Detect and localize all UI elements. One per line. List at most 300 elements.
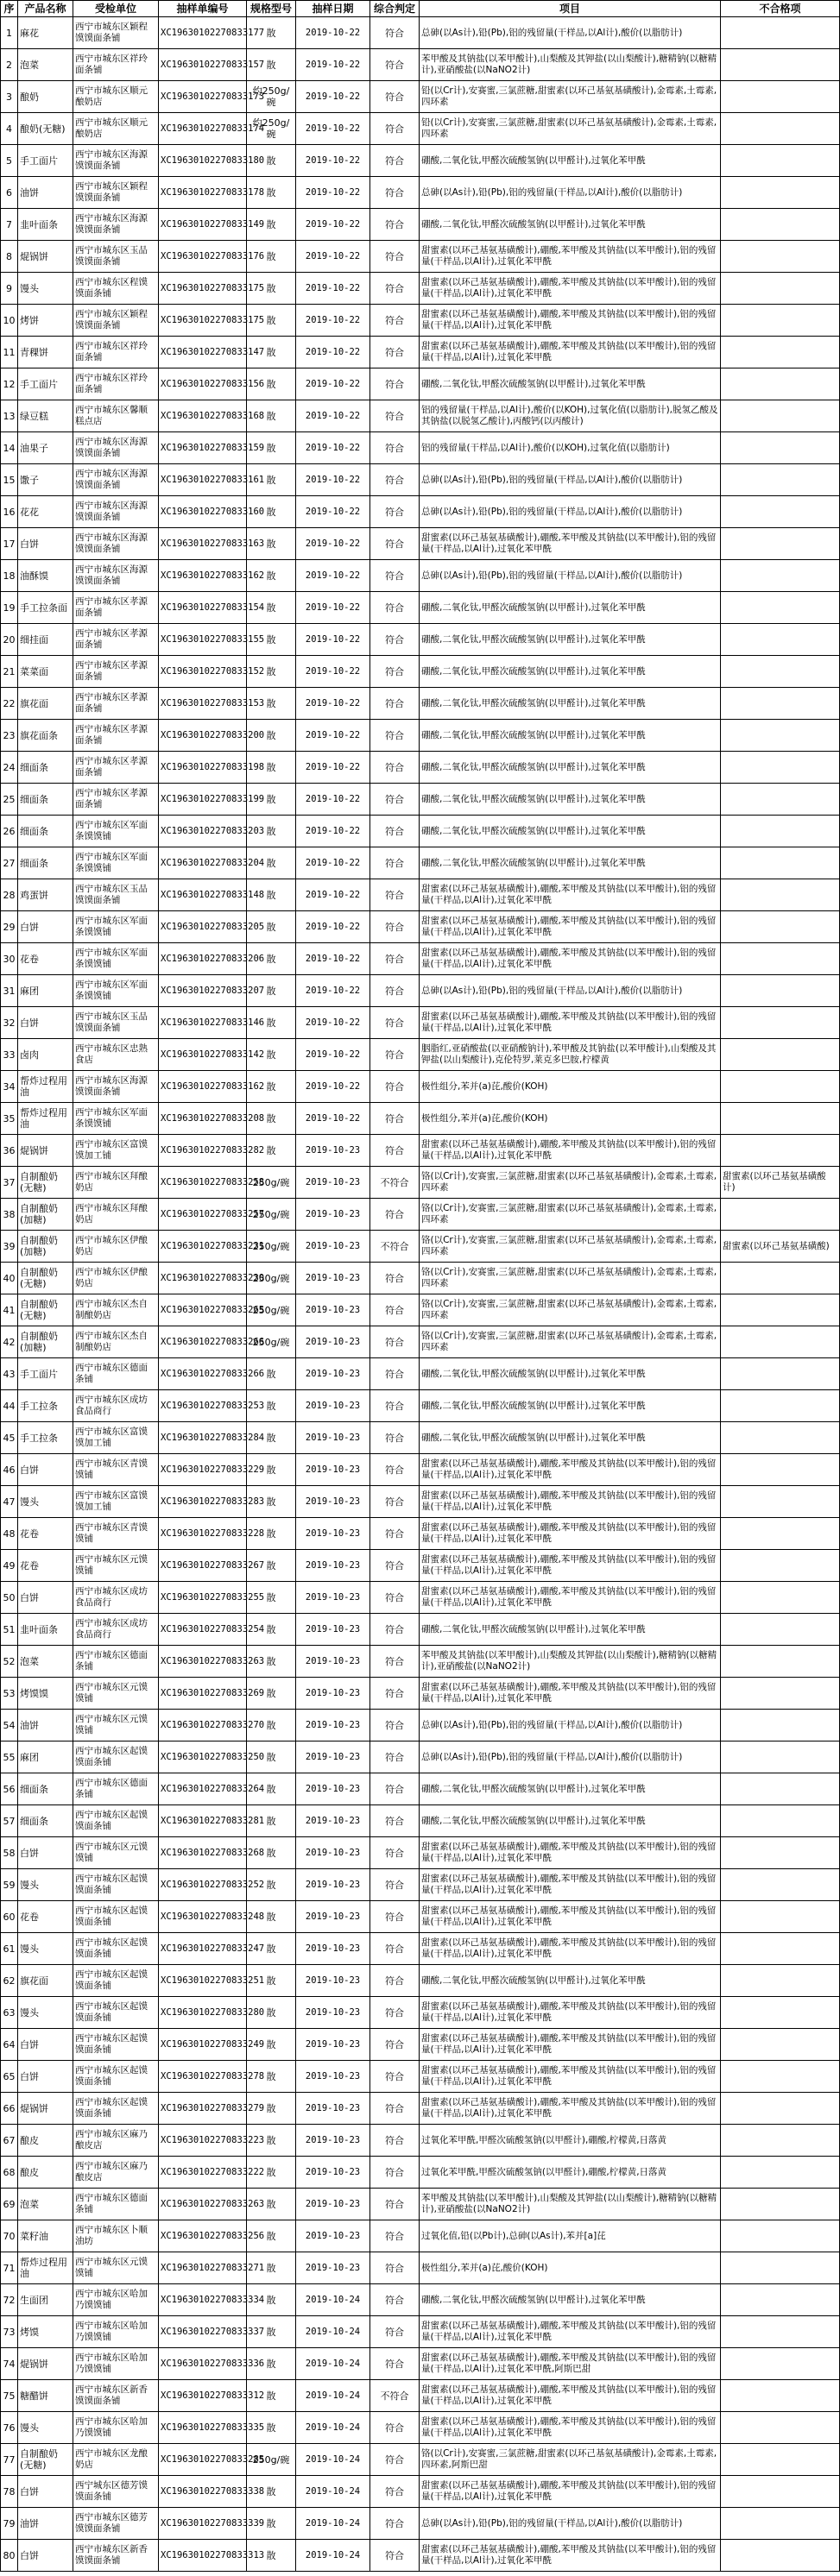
sample-number: XC19630102270833267 (159, 1550, 247, 1582)
row-index: 67 (1, 2125, 18, 2157)
failed-items (721, 911, 840, 943)
test-items: 胭脂红,亚硝酸盐(以亚硝酸钠计),苯甲酸及其钠盐(以苯甲酸计),山梨酸及其钾盐(以山梨酸计),克伦特罗,莱克多巴胺,柠檬黄 (420, 1039, 721, 1071)
failed-items (721, 1358, 840, 1390)
product-name: 手工面片 (18, 1358, 73, 1390)
sample-number: XC19630102270833222 (159, 2157, 247, 2189)
product-name: 手工面片 (18, 368, 73, 400)
inspected-unit: 西宁市城东区拜酿奶店 (73, 1199, 159, 1231)
spec: 散 (247, 752, 296, 784)
spec: 散 (247, 943, 296, 975)
sample-number: XC19630102270833281 (159, 1805, 247, 1837)
sample-number: XC19630102270833160 (159, 496, 247, 528)
row-index: 76 (1, 2412, 18, 2444)
header-failed-items: 不合格项 (721, 1, 840, 17)
test-items: 铬(以Cr计),安赛蜜,三氯蔗糖,甜蜜素(以环己基氨基磺酸计),金霉素,土霉素,四环素,阿斯巴甜 (420, 2444, 721, 2476)
failed-items: 甜蜜素(以环己基氨基磺酸计) (721, 1167, 840, 1199)
verdict: 符合 (370, 337, 420, 368)
failed-items (721, 1965, 840, 1997)
product-name: 帮炸过程用油 (18, 1071, 73, 1103)
failed-items (721, 273, 840, 305)
spec: 散 (247, 2157, 296, 2189)
spec: 散 (247, 847, 296, 879)
table-row (1, 1678, 840, 1710)
sample-number: XC19630102270833203 (159, 816, 247, 847)
sample-number: XC19630102270833159 (159, 432, 247, 464)
spec: 散 (247, 2476, 296, 2508)
row-index: 63 (1, 1997, 18, 2029)
test-items: 甜蜜素(以环己基氨基磺酸计),硼酸,苯甲酸及其钠盐(以苯甲酸计),铝的残留量(干样品,以Al计),过氧化苯甲酰 (420, 2029, 721, 2061)
row-index: 47 (1, 1486, 18, 1518)
inspected-unit: 西宁市城东区哈加乃馍馍铺 (73, 2284, 159, 2316)
product-name: 青稞饼 (18, 337, 73, 368)
product-name: 自制酿奶(无糖) (18, 1263, 73, 1294)
product-name: 油果子 (18, 432, 73, 464)
product-name: 自制酿奶(加糖) (18, 1199, 73, 1231)
sampling-date: 2019-10-22 (296, 145, 370, 177)
sampling-date: 2019-10-22 (296, 368, 370, 400)
sampling-date: 2019-10-22 (296, 81, 370, 113)
table-row (1, 1263, 840, 1294)
inspected-unit: 西宁市城东区麻乃酿皮店 (73, 2157, 159, 2189)
product-name: 油饼 (18, 177, 73, 209)
verdict: 符合 (370, 2157, 420, 2189)
row-index: 44 (1, 1390, 18, 1422)
failed-items (721, 1071, 840, 1103)
verdict: 符合 (370, 1422, 420, 1454)
failed-items (721, 337, 840, 368)
product-name: 旗花面 (18, 1965, 73, 1997)
row-index: 70 (1, 2220, 18, 2252)
product-name: 馒头 (18, 1933, 73, 1965)
row-index: 13 (1, 400, 18, 432)
inspected-unit: 西宁市城东区馨顺糕点店 (73, 400, 159, 432)
spec: 散 (247, 1135, 296, 1167)
spec: 散 (247, 1933, 296, 1965)
table-row (1, 2412, 840, 2444)
failed-items (721, 1773, 840, 1805)
failed-items (721, 1550, 840, 1582)
verdict: 符合 (370, 1869, 420, 1901)
sampling-date: 2019-10-22 (296, 177, 370, 209)
row-index: 34 (1, 1071, 18, 1103)
spec: 散 (247, 1039, 296, 1071)
table-row (1, 1646, 840, 1678)
test-items: 铬(以Cr计),安赛蜜,三氯蔗糖,甜蜜素(以环己基氨基磺酸计),金霉素,土霉素,四环素 (420, 1294, 721, 1326)
verdict: 符合 (370, 1103, 420, 1135)
failed-items (721, 1901, 840, 1933)
sample-number: XC19630102270833157 (159, 49, 247, 81)
test-items: 甜蜜素(以环己基氨基磺酸计),硼酸,苯甲酸及其钠盐(以苯甲酸计),铝的残留量(干样品,以Al计),过氧化苯甲酰 (420, 1678, 721, 1710)
spec: 散 (247, 241, 296, 273)
row-index: 50 (1, 1582, 18, 1614)
test-items: 甜蜜素(以环己基氨基磺酸计),硼酸,苯甲酸及其钠盐(以苯甲酸计),铝的残留量(干样品,以Al计),过氧化苯甲酰 (420, 2061, 721, 2093)
table-row (1, 337, 840, 368)
row-index: 5 (1, 145, 18, 177)
failed-items (721, 81, 840, 113)
row-index: 36 (1, 1135, 18, 1167)
verdict: 符合 (370, 1901, 420, 1933)
verdict: 符合 (370, 816, 420, 847)
table-row (1, 943, 840, 975)
row-index: 79 (1, 2508, 18, 2540)
row-index: 14 (1, 432, 18, 464)
product-name: 自制酿奶(无糖) (18, 1167, 73, 1199)
test-items: 铝的残留量(干样品,以Al计),酸价(以KOH),过氧化值(以脂肪计) (420, 432, 721, 464)
inspected-unit: 西宁市城东区拜酿奶店 (73, 1167, 159, 1199)
test-items: 硼酸,二氧化钛,甲醛次硫酸氢钠(以甲醛计),过氧化苯甲酰 (420, 1358, 721, 1390)
spec: 散 (247, 2125, 296, 2157)
row-index: 61 (1, 1933, 18, 1965)
inspected-unit: 西宁市城东区德面条铺 (73, 1358, 159, 1390)
inspected-unit: 西宁市城东区哈加乃馍馍铺 (73, 2316, 159, 2348)
failed-items (721, 496, 840, 528)
table-row (1, 879, 840, 911)
sampling-date: 2019-10-23 (296, 1646, 370, 1678)
row-index: 72 (1, 2284, 18, 2316)
spec: 散 (247, 1869, 296, 1901)
sampling-date: 2019-10-23 (296, 1805, 370, 1837)
row-index: 54 (1, 1710, 18, 1741)
failed-items (721, 1678, 840, 1710)
spec: 散 (247, 2061, 296, 2093)
sample-number: XC19630102270833249 (159, 2029, 247, 2061)
sampling-date: 2019-10-24 (296, 2284, 370, 2316)
spec: 散 (247, 368, 296, 400)
inspected-unit: 西宁市城东区忠熟食店 (73, 1039, 159, 1071)
failed-items (721, 1646, 840, 1678)
inspected-unit: 西宁市城东区海源馍馍面条铺 (73, 464, 159, 496)
verdict: 符合 (370, 1263, 420, 1294)
sampling-date: 2019-10-22 (296, 1039, 370, 1071)
inspected-unit: 西宁市城东区孝源面条铺 (73, 688, 159, 720)
failed-items (721, 1837, 840, 1869)
spec: 散 (247, 1550, 296, 1582)
row-index: 73 (1, 2316, 18, 2348)
inspected-unit: 西宁市城东区成坊食品商行 (73, 1614, 159, 1646)
sample-number: XC19630102270833280 (159, 1997, 247, 2029)
sampling-date: 2019-10-22 (296, 400, 370, 432)
spec: 散 (247, 2348, 296, 2380)
sample-number: XC19630102270833269 (159, 1678, 247, 1710)
inspected-unit: 西宁市城东区起馍馍面条铺 (73, 1869, 159, 1901)
verdict: 符合 (370, 1390, 420, 1422)
product-name: 花卷 (18, 1901, 73, 1933)
table-row (1, 209, 840, 241)
row-index: 24 (1, 752, 18, 784)
sampling-date: 2019-10-22 (296, 911, 370, 943)
failed-items (721, 2093, 840, 2125)
sampling-date: 2019-10-24 (296, 2348, 370, 2380)
verdict: 符合 (370, 368, 420, 400)
spec: 散 (247, 1358, 296, 1390)
sampling-date: 2019-10-23 (296, 2093, 370, 2125)
failed-items (721, 1294, 840, 1326)
spec: 散 (247, 1071, 296, 1103)
row-index: 57 (1, 1805, 18, 1837)
spec: 散 (247, 2220, 296, 2252)
test-items: 甜蜜素(以环己基氨基磺酸计),硼酸,苯甲酸及其钠盐(以苯甲酸计),铝的残留量(干样品,以Al计),过氧化苯甲酰 (420, 879, 721, 911)
sampling-date: 2019-10-23 (296, 1678, 370, 1710)
inspected-unit: 西宁市城东区起馍馍面条铺 (73, 1965, 159, 1997)
inspected-unit: 西宁市城东区起馍馍面条铺 (73, 2061, 159, 2093)
failed-items (721, 1805, 840, 1837)
sampling-date: 2019-10-22 (296, 464, 370, 496)
header-product: 产品名称 (18, 1, 73, 17)
inspected-unit: 西宁市城东区富馍馍加工铺 (73, 1422, 159, 1454)
table-row (1, 81, 840, 113)
product-name: 酿奶 (18, 81, 73, 113)
failed-items (721, 145, 840, 177)
product-name: 馒头 (18, 1486, 73, 1518)
sample-number: XC19630102270833279 (159, 2093, 247, 2125)
failed-items (721, 943, 840, 975)
test-items: 过氧化值,铅(以Pb计),总砷(以As计),苯并[a]芘 (420, 2220, 721, 2252)
test-items: 甜蜜素(以环己基氨基磺酸计),硼酸,苯甲酸及其钠盐(以苯甲酸计),铝的残留量(干样品,以Al计),过氧化苯甲酰 (420, 1518, 721, 1550)
product-name: 自制酿奶(加糖) (18, 1231, 73, 1263)
product-name: 白饼 (18, 1454, 73, 1486)
verdict: 符合 (370, 1614, 420, 1646)
sample-number: XC19630102270833231 (159, 1231, 247, 1263)
table-row (1, 592, 840, 624)
verdict: 符合 (370, 1837, 420, 1869)
header-spec: 规格型号 (247, 1, 296, 17)
spec: 散 (247, 560, 296, 592)
row-index: 9 (1, 273, 18, 305)
product-name: 馒头 (18, 1997, 73, 2029)
verdict: 符合 (370, 720, 420, 752)
verdict: 符合 (370, 879, 420, 911)
spec: 散 (247, 1007, 296, 1039)
inspected-unit: 西宁市城东区玉品馍馍面条铺 (73, 241, 159, 273)
sample-number: XC19630102270833228 (159, 1518, 247, 1550)
failed-items (721, 2348, 840, 2380)
test-items: 甜蜜素(以环己基氨基磺酸计),硼酸,苯甲酸及其钠盐(以苯甲酸计),铝的残留量(干样品,以Al计),过氧化苯甲酰 (420, 2412, 721, 2444)
product-name: 自制酿奶(无糖) (18, 2444, 73, 2476)
verdict: 符合 (370, 145, 420, 177)
table-row (1, 2125, 840, 2157)
verdict: 符合 (370, 1199, 420, 1231)
failed-items (721, 975, 840, 1007)
inspected-unit: 西宁市城东区德面条铺 (73, 2189, 159, 2220)
spec: 散 (247, 2284, 296, 2316)
row-index: 22 (1, 688, 18, 720)
failed-items (721, 305, 840, 337)
verdict: 符合 (370, 1550, 420, 1582)
failed-items (721, 2061, 840, 2093)
table-row (1, 145, 840, 177)
failed-items (721, 1486, 840, 1518)
inspected-unit: 西宁市城东区新香馍馍面条铺 (73, 2380, 159, 2412)
sample-number: XC19630102270833264 (159, 1773, 247, 1805)
inspected-unit: 西宁市城东区富馍馍加工铺 (73, 1486, 159, 1518)
sample-number: XC19630102270833162 (159, 560, 247, 592)
inspected-unit: 西宁市城东区卜顺油坊 (73, 2220, 159, 2252)
test-items: 硼酸,二氧化钛,甲醛次硫酸氢钠(以甲醛计),过氧化苯甲酰 (420, 592, 721, 624)
spec: 散 (247, 2093, 296, 2125)
sampling-date: 2019-10-24 (296, 2380, 370, 2412)
failed-items (721, 2125, 840, 2157)
sample-number: XC19630102270833313 (159, 2540, 247, 2572)
verdict: 符合 (370, 1805, 420, 1837)
inspected-unit: 西宁市城东区元馍馍铺 (73, 1710, 159, 1741)
failed-items (721, 879, 840, 911)
table-row (1, 2157, 840, 2189)
sample-number: XC19630102270833255 (159, 1582, 247, 1614)
test-items: 铅(以Cr计),安赛蜜,三氯蔗糖,甜蜜素(以环己基氨基磺酸计),金霉素,土霉素,四环素 (420, 113, 721, 145)
sample-number: XC19630102270833252 (159, 1869, 247, 1901)
spec: 散 (247, 656, 296, 688)
verdict: 符合 (370, 464, 420, 496)
test-items: 甜蜜素(以环己基氨基磺酸计),硼酸,苯甲酸及其钠盐(以苯甲酸计),铝的残留量(干样品,以Al计),过氧化苯甲酰 (420, 1901, 721, 1933)
spec: 散 (247, 2029, 296, 2061)
test-items: 总砷(以As计),铅(Pb),铝的残留量(干样品,以Al计),酸价(以脂肪计) (420, 1741, 721, 1773)
failed-items (721, 624, 840, 656)
sampling-date: 2019-10-22 (296, 1007, 370, 1039)
sampling-date: 2019-10-22 (296, 560, 370, 592)
failed-items (721, 241, 840, 273)
row-index: 19 (1, 592, 18, 624)
verdict: 符合 (370, 1582, 420, 1614)
spec: 散 (247, 784, 296, 816)
product-name: 韭叶面条 (18, 1614, 73, 1646)
sampling-date: 2019-10-23 (296, 1294, 370, 1326)
table-row (1, 2540, 840, 2572)
failed-items (721, 17, 840, 49)
product-name: 白饼 (18, 1837, 73, 1869)
sample-number: XC19630102270833334 (159, 2284, 247, 2316)
inspected-unit: 西宁市城东区起馍馍面条铺 (73, 1933, 159, 1965)
spec: 散 (247, 1582, 296, 1614)
test-items: 甜蜜素(以环己基氨基磺酸计),硼酸,苯甲酸及其钠盐(以苯甲酸计),铝的残留量(干样品,以Al计),过氧化苯甲酰 (420, 1997, 721, 2029)
failed-items (721, 2252, 840, 2284)
failed-items (721, 2220, 840, 2252)
sampling-date: 2019-10-23 (296, 1263, 370, 1294)
product-name: 旗花面条 (18, 720, 73, 752)
row-index: 69 (1, 2189, 18, 2220)
product-name: 旗花面 (18, 688, 73, 720)
product-name: 细面条 (18, 816, 73, 847)
row-index: 37 (1, 1167, 18, 1199)
test-items: 甜蜜素(以环己基氨基磺酸计),硼酸,苯甲酸及其钠盐(以苯甲酸计),铝的残留量(干样品,以Al计),过氧化苯甲酰 (420, 337, 721, 368)
table-row (1, 2220, 840, 2252)
test-items: 极性组分,苯并(a)芘,酸价(KOH) (420, 1071, 721, 1103)
row-index: 71 (1, 2252, 18, 2284)
test-items: 甜蜜素(以环己基氨基磺酸计),硼酸,苯甲酸及其钠盐(以苯甲酸计),铝的残留量(干样品,以Al计),过氧化苯甲酰 (420, 1933, 721, 1965)
verdict: 符合 (370, 2061, 420, 2093)
sampling-date: 2019-10-23 (296, 1837, 370, 1869)
test-items: 铝的残留量(干样品,以Al计),酸价(以KOH),过氧化值(以脂肪计),脱氢乙酸及其钠盐(以脱氢乙酸计),丙酸钙(以丙酸计) (420, 400, 721, 432)
sampling-date: 2019-10-22 (296, 432, 370, 464)
product-name: 韭叶面条 (18, 209, 73, 241)
verdict: 符合 (370, 1965, 420, 1997)
test-items: 甜蜜素(以环己基氨基磺酸计),硼酸,苯甲酸及其钠盐(以苯甲酸计),铝的残留量(干样品,以Al计),过氧化苯甲酰 (420, 273, 721, 305)
spec: 散 (247, 592, 296, 624)
row-index: 31 (1, 975, 18, 1007)
product-name: 细面条 (18, 784, 73, 816)
inspected-unit: 西宁市城东区德面条铺 (73, 1773, 159, 1805)
inspected-unit: 西宁市城东区军面条馍馍铺 (73, 975, 159, 1007)
sample-number: XC19630102270833175 (159, 305, 247, 337)
product-name: 菜菜面 (18, 656, 73, 688)
test-items: 过氧化苯甲酰,甲醛次硫酸氢钠(以甲醛计),硼酸,柠檬黄,日落黄 (420, 2125, 721, 2157)
inspected-unit: 西宁市城东区伊酿奶店 (73, 1231, 159, 1263)
failed-items (721, 2284, 840, 2316)
test-items: 硼酸,二氧化钛,甲醛次硫酸氢钠(以甲醛计),过氧化苯甲酰 (420, 368, 721, 400)
verdict: 符合 (370, 1071, 420, 1103)
sampling-date: 2019-10-22 (296, 975, 370, 1007)
sampling-date: 2019-10-23 (296, 1933, 370, 1965)
sample-number: XC19630102270833180 (159, 145, 247, 177)
test-items: 甜蜜素(以环己基氨基磺酸计),硼酸,苯甲酸及其钠盐(以苯甲酸计),铝的残留量(干样品,以Al计),过氧化苯甲酰 (420, 1486, 721, 1518)
sample-number: XC19630102270833161 (159, 464, 247, 496)
test-items: 甜蜜素(以环己基氨基磺酸计),硼酸,苯甲酸及其钠盐(以苯甲酸计),铝的残留量(干样品,以Al计),过氧化苯甲酰 (420, 943, 721, 975)
spec: 散 (247, 975, 296, 1007)
sample-number: XC19630102270833337 (159, 2316, 247, 2348)
inspected-unit: 西宁市城东区起馍馍面条铺 (73, 1805, 159, 1837)
test-items: 铅(以Cr计),安赛蜜,三氯蔗糖,甜蜜素(以环己基氨基磺酸计),金霉素,土霉素,四环素 (420, 81, 721, 113)
verdict: 符合 (370, 847, 420, 879)
product-name: 油饼 (18, 1710, 73, 1741)
table-row (1, 784, 840, 816)
row-index: 77 (1, 2444, 18, 2476)
product-name: 细面条 (18, 847, 73, 879)
sample-number: XC19630102270833206 (159, 943, 247, 975)
failed-items (721, 1518, 840, 1550)
failed-items (721, 1614, 840, 1646)
product-name: 手工面片 (18, 145, 73, 177)
sample-number: XC19630102270833198 (159, 752, 247, 784)
verdict: 符合 (370, 113, 420, 145)
failed-items: 甜蜜素(以环己基氨基磺酸) (721, 1231, 840, 1263)
verdict: 符合 (370, 752, 420, 784)
verdict: 符合 (370, 241, 420, 273)
product-name: 白饼 (18, 911, 73, 943)
test-items: 硼酸,二氧化钛,甲醛次硫酸氢钠(以甲醛计),过氧化苯甲酰 (420, 752, 721, 784)
table-row (1, 847, 840, 879)
row-index: 38 (1, 1199, 18, 1231)
sample-number: XC19630102270833250 (159, 1741, 247, 1773)
spec: 散 (247, 1646, 296, 1678)
product-name: 细面条 (18, 1773, 73, 1805)
inspected-unit: 西宁市城东区孝源面条铺 (73, 624, 159, 656)
inspected-unit: 西宁市城东区杰自制酿奶店 (73, 1326, 159, 1358)
table-row (1, 1997, 840, 2029)
row-index: 27 (1, 847, 18, 879)
product-name: 手工拉条 (18, 1390, 73, 1422)
verdict: 符合 (370, 560, 420, 592)
verdict: 符合 (370, 2284, 420, 2316)
verdict: 符合 (370, 1454, 420, 1486)
verdict: 符合 (370, 400, 420, 432)
sampling-date: 2019-10-23 (296, 2029, 370, 2061)
test-items: 硼酸,二氧化钛,甲醛次硫酸氢钠(以甲醛计),过氧化苯甲酰 (420, 1773, 721, 1805)
test-items: 总砷(以As计),铅(Pb),铝的残留量(干样品,以Al计),酸价(以脂肪计) (420, 464, 721, 496)
row-index: 6 (1, 177, 18, 209)
table-row (1, 464, 840, 496)
header-sample-no: 抽样单编号 (159, 1, 247, 17)
spec: 散 (247, 1741, 296, 1773)
spec: 散 (247, 209, 296, 241)
sample-number: XC19630102270833270 (159, 1710, 247, 1741)
verdict: 符合 (370, 496, 420, 528)
product-name: 卤肉 (18, 1039, 73, 1071)
failed-items (721, 2189, 840, 2220)
failed-items (721, 464, 840, 496)
verdict: 符合 (370, 2412, 420, 2444)
table-row (1, 1007, 840, 1039)
sampling-date: 2019-10-22 (296, 49, 370, 81)
test-items: 硼酸,二氧化钛,甲醛次硫酸氢钠(以甲醛计),过氧化苯甲酰 (420, 1422, 721, 1454)
